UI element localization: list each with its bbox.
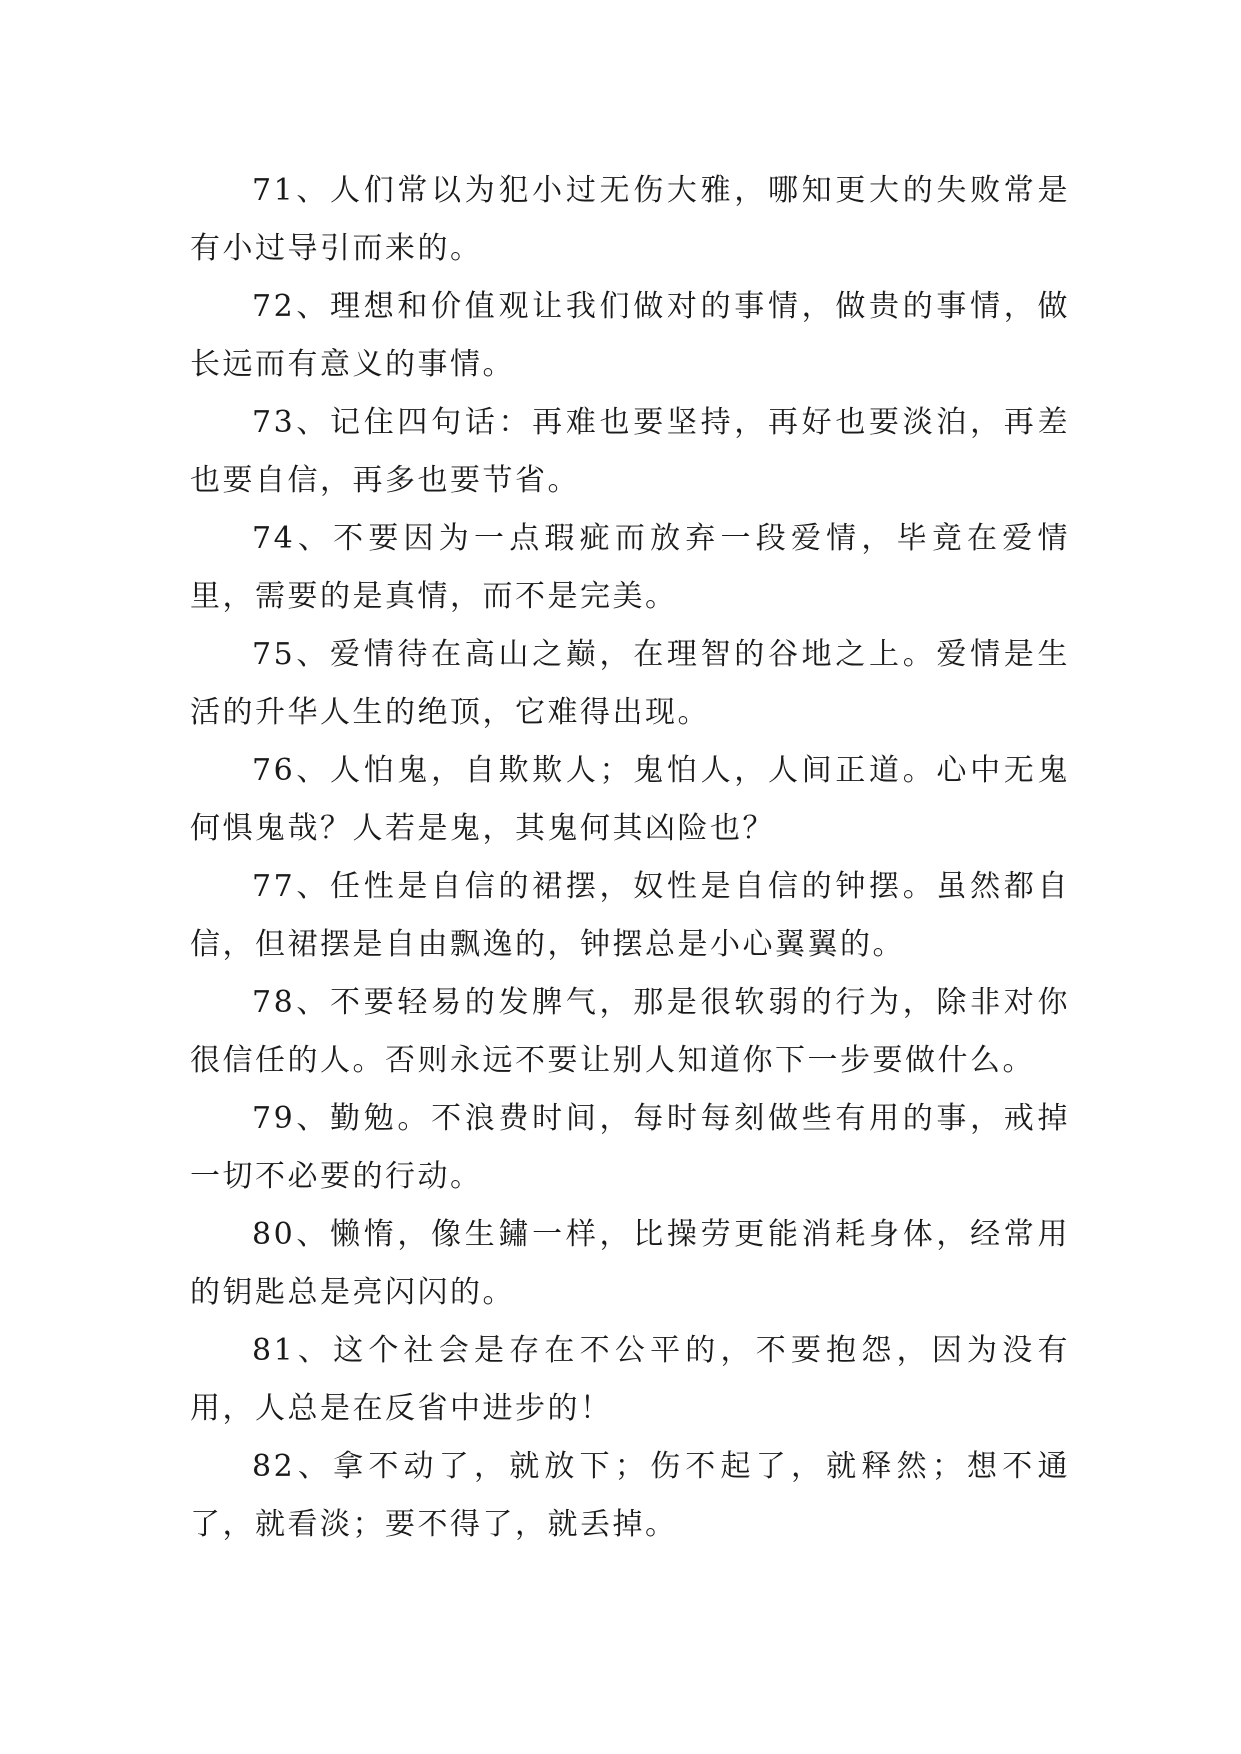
quote-item-76: 76、人怕鬼，自欺欺人；鬼怕人，人间正道。心中无鬼何惧鬼哉？人若是鬼，其鬼何其凶险也？	[190, 753, 1070, 846]
quote-item-82: 82、拿不动了，就放下；伤不起了，就释然；想不通了，就看淡；要不得了，就丢掉。	[190, 1449, 1070, 1542]
quote-item-79: 79、勤勉。不浪费时间，每时每刻做些有用的事，戒掉一切不必要的行动。	[190, 1101, 1070, 1194]
quote-list	[190, 162, 1070, 1554]
quote-item-75: 75、爱情待在高山之巅，在理智的谷地之上。爱情是生活的升华人生的绝顶，它难得出现。	[190, 637, 1070, 730]
quote-item-72: 72、理想和价值观让我们做对的事情，做贵的事情，做长远而有意义的事情。	[190, 289, 1070, 382]
quote-item-80: 80、懒惰，像生鏽一样，比操劳更能消耗身体，经常用的钥匙总是亮闪闪的。	[190, 1217, 1070, 1310]
quote-item-71: 71、人们常以为犯小过无伤大雅，哪知更大的失败常是有小过导引而来的。	[190, 173, 1070, 266]
quote-item-73: 73、记住四句话：再难也要坚持，再好也要淡泊，再差也要自信，再多也要节省。	[190, 405, 1070, 498]
quote-item-77: 77、任性是自信的裙摆，奴性是自信的钟摆。虽然都自信，但裙摆是自由飘逸的，钟摆总是小心翼翼的。	[190, 869, 1070, 962]
quote-item-81: 81、这个社会是存在不公平的，不要抱怨，因为没有用，人总是在反省中进步的！	[190, 1333, 1070, 1426]
quote-item-74: 74、不要因为一点瑕疵而放弃一段爱情，毕竟在爱情里，需要的是真情，而不是完美。	[190, 521, 1070, 614]
quote-item-78: 78、不要轻易的发脾气，那是很软弱的行为，除非对你很信任的人。否则永远不要让别人知道你下一步要做什么。	[190, 985, 1070, 1078]
